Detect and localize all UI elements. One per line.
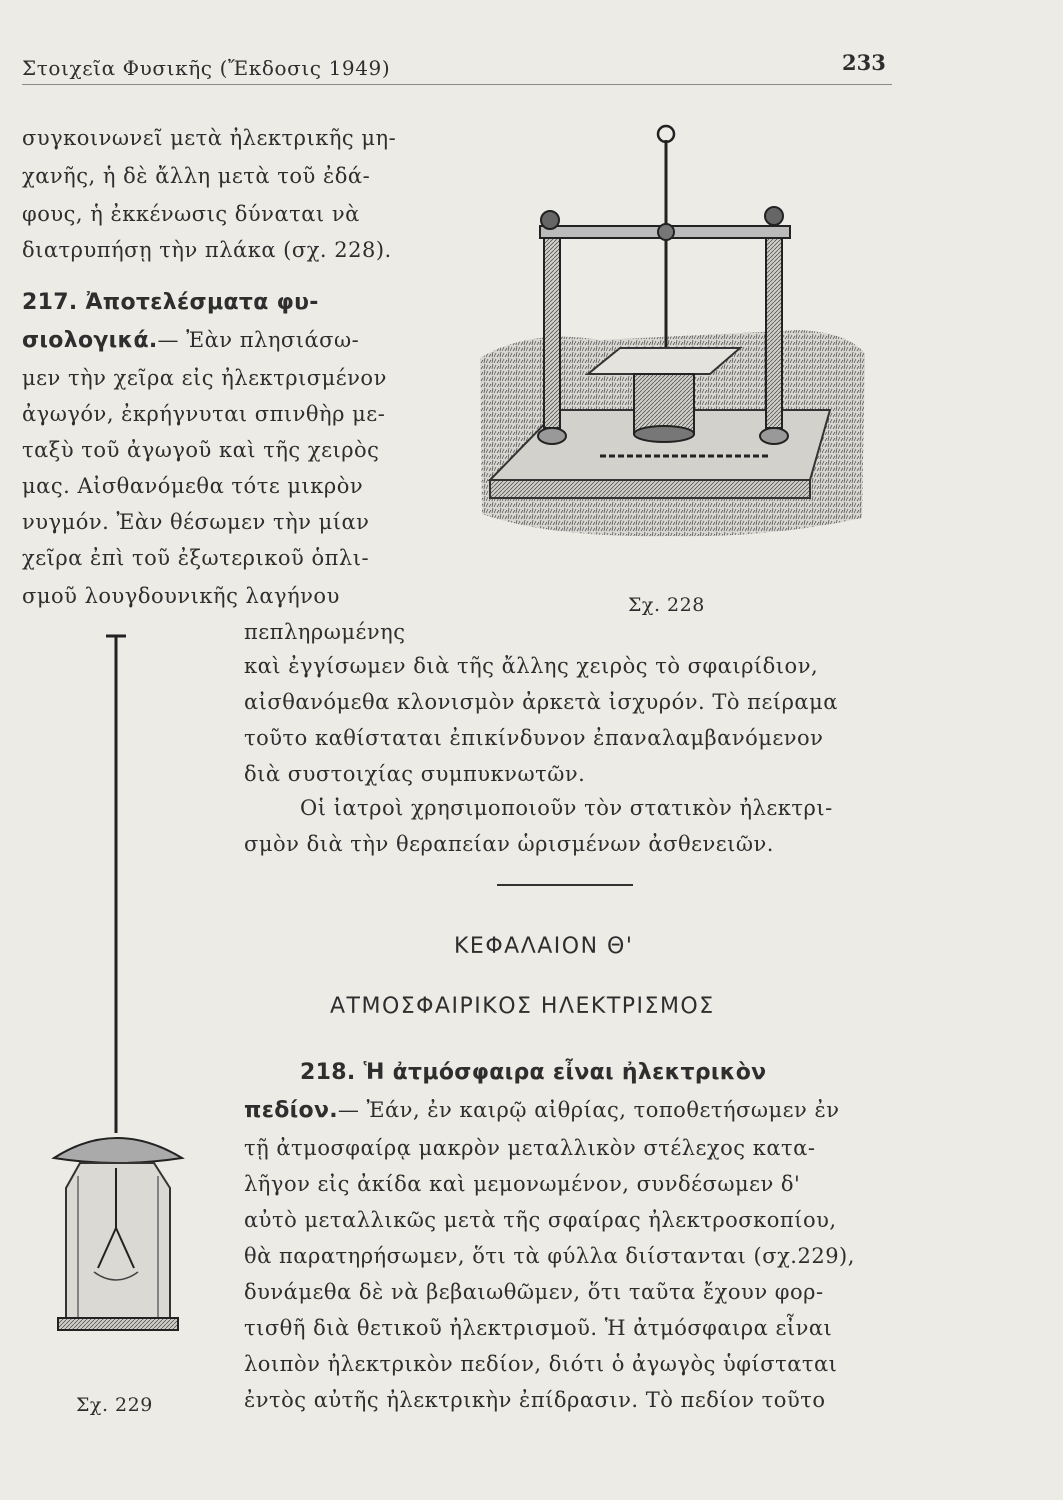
text-line: πεπληρωμένης bbox=[244, 620, 406, 644]
section-218-lead: — Ἐάν, ἐν καιρῷ αἰθρίας, τοποθετήσωμεν ἐν bbox=[337, 1098, 840, 1122]
text-line: διὰ συστοιχίας συμπυκνωτῶν. bbox=[244, 762, 586, 786]
text-line: χεῖρα ἐπὶ τοῦ ἐξωτερικοῦ ὁπλι- bbox=[22, 546, 370, 570]
text-line: σμὸν διὰ τὴν θεραπείαν ὡρισμένων ἀσθενειῶν. bbox=[244, 832, 774, 856]
text-line: Οἱ ἰατροὶ χρησιμοποιοῦν τὸν στατικὸν ἠλεκτρι- bbox=[300, 796, 833, 820]
text-line: ἐντὸς αὐτῆς ἠλεκτρικὴν ἐπίδρασιν. Τὸ πεδίον τοῦτο bbox=[244, 1388, 826, 1412]
text-line: τῇ ἀτμοσφαίρᾳ μακρὸν μεταλλικὸν στέλεχος κατα- bbox=[244, 1136, 816, 1160]
text-line: καὶ ἐγγίσωμεν διὰ τῆς ἄλλης χειρὸς τὸ σφαιρίδιον, bbox=[244, 654, 819, 678]
text-line: θὰ παρατηρήσωμεν, ὅτι τὰ φύλλα διίστανται (σχ.229), bbox=[244, 1244, 855, 1268]
section-217-title-cont bbox=[22, 330, 359, 352]
text-line: δυνάμεθα δὲ νὰ βεβαιωθῶμεν, ὅτι ταῦτα ἔχουν φορ- bbox=[244, 1280, 824, 1304]
text-line: χανῆς, ἡ δὲ ἄλλη μετὰ τοῦ ἐδά- bbox=[22, 164, 371, 188]
text-line: ταξὺ τοῦ ἀγωγοῦ καὶ τῆς χειρὸς bbox=[22, 438, 380, 462]
text-line: λοιπὸν ἠλεκτρικὸν πεδίον, διότι ὁ ἀγωγὸς ὑφίσταται bbox=[244, 1352, 838, 1376]
text-line: αἰσθανόμεθα κλονισμὸν ἀρκετὰ ἰσχυρόν. Τὸ πείραμα bbox=[244, 690, 838, 714]
page-number: 233 bbox=[842, 50, 886, 75]
section-217-title-end: σιολογικά. bbox=[22, 328, 158, 353]
header-rule bbox=[22, 84, 892, 85]
text-line: τοῦτο καθίσταται ἐπικίνδυνον ἐπαναλαμβανόμενον bbox=[244, 726, 824, 750]
figure-229-illustration bbox=[30, 628, 220, 1388]
text-line: συγκοινωνεῖ μετὰ ἠλεκτρικῆς μη- bbox=[22, 126, 397, 150]
text-line: νυγμόν. Ἐὰν θέσωμεν τὴν μίαν bbox=[22, 510, 370, 534]
figure-228-illustration bbox=[470, 118, 870, 578]
section-divider bbox=[497, 884, 633, 886]
chapter-label: ΚΕΦΑΛΑΙΟΝ Θ' bbox=[454, 934, 634, 959]
text-line: λῆγον εἰς ἀκίδα καὶ μεμονωμένον, συνδέσωμεν δ' bbox=[244, 1172, 801, 1196]
section-217-title: 217. Ἀποτελέσματα φυ- bbox=[22, 290, 319, 315]
text-line: φους, ἡ ἐκκένωσις δύναται νὰ bbox=[22, 202, 360, 226]
text-line: σμοῦ λουγδουνικῆς λαγήνου bbox=[22, 584, 340, 608]
figure-228-caption: Σχ. 228 bbox=[628, 594, 705, 616]
text-line: διατρυπήσῃ τὴν πλάκα (σχ. 228). bbox=[22, 238, 392, 262]
text-line: μεν τὴν χεῖρα εἰς ἠλεκτρισμένον bbox=[22, 366, 387, 390]
section-218-title-cont bbox=[244, 1100, 840, 1122]
figure-229-caption: Σχ. 229 bbox=[76, 1394, 153, 1416]
chapter-title: ΑΤΜΟΣΦΑΙΡΙΚΟΣ ΗΛΕΚΤΡΙΣΜΟΣ bbox=[330, 994, 715, 1019]
running-title: Στοιχεῖα Φυσικῆς (Ἔκδοσις 1949) bbox=[22, 56, 391, 80]
text-line: μας. Αἰσθανόμεθα τότε μικρὸν bbox=[22, 474, 364, 498]
text-line: τισθῆ διὰ θετικοῦ ἠλεκτρισμοῦ. Ἡ ἀτμόσφαιρα εἶναι bbox=[244, 1316, 833, 1340]
section-217-lead: — Ἐὰν πλησιάσω- bbox=[157, 328, 360, 352]
text-line: αὐτὸ μεταλλικῶς μετὰ τῆς σφαίρας ἠλεκτροσκοπίου, bbox=[244, 1208, 837, 1232]
section-218-title: 218. Ἡ ἀτμόσφαιρα εἶναι ἠλεκτρικὸν bbox=[300, 1060, 767, 1085]
section-218-title-end: πεδίον. bbox=[244, 1098, 338, 1123]
text-line: ἀγωγόν, ἐκρήγνυται σπινθὴρ με- bbox=[22, 402, 386, 426]
